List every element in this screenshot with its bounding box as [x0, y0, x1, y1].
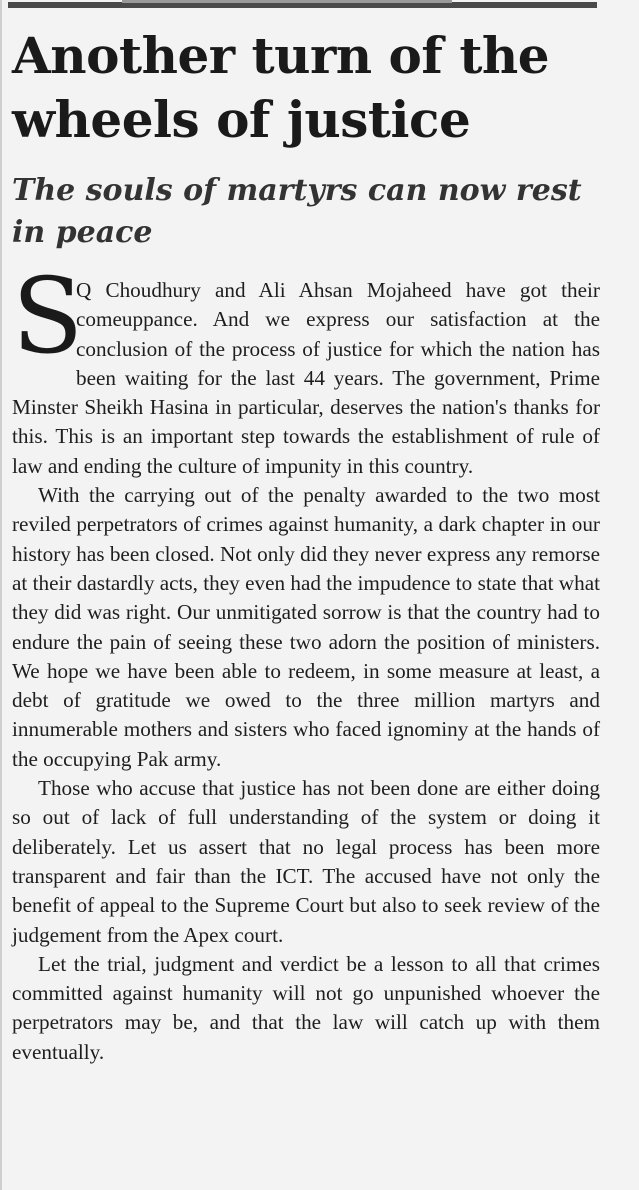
cropped-masthead-edge: [122, 0, 452, 3]
paragraph-1: [12, 255, 600, 481]
headline: Another turn of the wheels of justice: [12, 26, 550, 149]
drop-cap: S: [12, 255, 84, 377]
paragraph-1-text: Q Choudhury and Ali Ahsan Mojaheed have got their comeuppance. And we express our satisfaction at the conclusion of the process of justice for which the nation has been waiting for the last 44 years. The government, Prime Minster Sheikh Hasina in particular, deserves the nation's thanks for this. This is an important step towards the establishment of rule of law and ending the culture of impunity in this country.: [12, 278, 600, 478]
article-body: [12, 255, 600, 1067]
paragraph-3: Those who accuse that justice has not been done are either doing so out of lack of full understanding of the system or doing it deliberately. Let us assert that no legal process has been more transparent and fair than the ICT. The accused have not only the benefit of appeal to the Supreme Court but also to seek review of the judgement from the Apex court.: [12, 776, 600, 947]
paragraph-4: Let the trial, judgment and verdict be a lesson to all that crimes committed against humanity will not go unpunished whoever the perpetrators may be, and that the law will catch up with them eventually.: [12, 951, 600, 1064]
drop-cap-box: [12, 255, 84, 377]
paragraph-2: With the carrying out of the penalty awarded to the two most reviled perpetrators of crimes against humanity, a dark chapter in our history has been closed. Not only did they never express any remorse at their dastardly acts, they even had the impudence to state that what they did was right. Our unmitigated sorrow is that the country had to endure the pain of seeing these two adorn the position of ministers. We hope we have been able to redeem, in some measure at least, a debt of gratitude we owed to the three million martyrs and innumerable mothers and sisters who faced ignominy at the hands of the occupying Pak army.: [12, 483, 600, 771]
subheadline: The souls of martyrs can now rest in peace: [12, 173, 582, 250]
